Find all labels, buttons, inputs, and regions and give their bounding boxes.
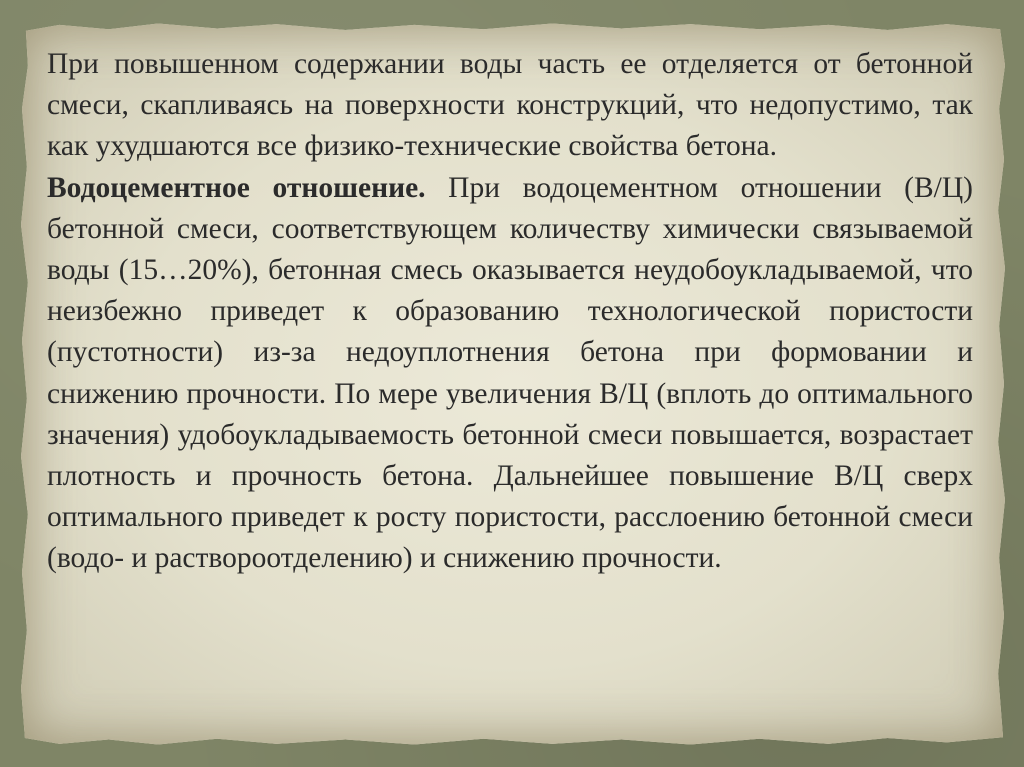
paragraph-body: При водоцементном отношении (В/Ц) бетонной смеси, соответствующем количеству химически связываемой воды (15…20%), бетонная смесь оказывается неудобоукладываемой, что неизбежно приведет к образованию технологической пористости (пустотности) из-за недоуплотнения бетона при формовании и снижению прочности. По мере увеличения В/Ц (вплоть до оптимального значения) удобоукладываемость бетонной смеси повышается, возрастает плотность и прочность бетона. Дальнейшее повышение В/Ц сверх оптимального приведет к росту пористости, расслоению бетонной смеси (водо- и раствороотделению) и снижению прочности.	[47, 171, 973, 575]
paragraph-water-cement-ratio	[47, 168, 973, 580]
paragraph-water-content: При повышенном содержании воды часть ее отделяется от бетонной смеси, скапливаясь на поверхности конструкций, что недопустимо, так как ухудшаются все физико-технические свойства бетона.	[47, 48, 973, 163]
slide-text	[47, 44, 973, 580]
term-water-cement-ratio: Водоцементное отношение.	[47, 171, 426, 204]
